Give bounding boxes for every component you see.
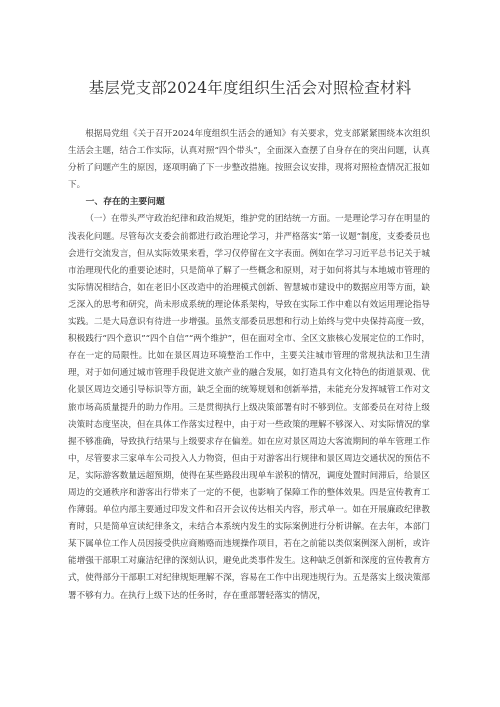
section-heading: 一、存在的主要问题 <box>85 197 165 208</box>
document-title: 基层党支部2024年度组织生活会对照检查材料 <box>88 79 412 97</box>
document-body <box>68 126 430 605</box>
intro-paragraph: 根据局党组《关于召开2024年度组织生活会的通知》有关要求，党支部紧紧围绕本次组织生活会主题，结合工作实际，认真对照“四个带头”，全面深入查摆了自身存在的突出问题，认真分析了问题产生的原因，逐项明确了下一步整改措施。按照会议安排，现将对照检查情况汇报如下。 <box>68 129 430 191</box>
section-paragraph: （一）在带头严守政治纪律和政治规矩，维护党的团结统一方面。一是理论学习存在明显的浅表化问题。尽管每次支委会前都进行政治理论学习，并严格落实“第一议题”制度，支委委员也会进行交流发言，但从实际效果来看，学习仅停留在文字表面。例如在学习习近平总书记关于城市治理现代化的重要论述时，只是简单了解了一些概念和原则，对于如何将其与本地城市管理的实际情况相结合，如在老旧小区改造中的治理模式创新、智慧城市建设中的数据应用等方面，缺乏深入的思考和研究，尚未形成系统的理论体系架构，导致在实际工作中难以有效运用理论指导实践。二是大局意识有待进一步增强。虽然支部委员思想和行动上始终与党中央保持高度一致，积极践行“四个意识”“四个自信”“两个维护”，但在面对全市、全区文旅核心发展定位的工作时，存在一定的局限性。比如在景区周边环境整治工作中，主要关注城市管理的常规执法和卫生清理，对于如何通过城市管理手段促进文旅产业的融合发展，如打造具有文化特色的街道景观、优化景区周边交通引导标识等方面，缺乏全面的统筹规划和创新举措，未能充分发挥城管工作对文旅市场高质量提升的助力作用。三是贯彻执行上级决策部署有时不够到位。支部委员在对待上级决策时态度坚决，但在具体工作落实过程中，由于对一些政策的理解不够深入、对实际情况的掌握不够准确，导致执行结果与上级要求存在偏差。如在应对景区周边大客流期间的单车管理工作中，尽管要求三家单车公司投入人力物资，但由于对游客出行规律和景区周边交通状况的预估不足，实际游客数量远超预期，使得在某些路段出现单车淤积的情况，调度处置时间滞后，给景区周边的交通秩序和游客出行带来了一定的不便，也影响了保障工作的整体效果。四是宣传教育工作薄弱。单位内部主要通过印发文件和召开会议传达相关内容，形式单一。如在开展廉政纪律教育时，只是简单宣读纪律条文，未结合本系统内发生的实际案例进行分析讲解。在去年，本部门某下属单位工作人员因接受供应商贿赂而违规操作项目，若在之前能以类似案例深入剖析，或许能增强干部职工对廉洁纪律的深刻认识，避免此类事件发生。这种缺乏创新和深度的宣传教育方式，使得部分干部职工对纪律规矩理解不深，容易在工作中出现违规行为。五是落实上级决策部署不够有力。在执行上级下达的任务时，存在重部署轻落实的情况， <box>68 214 430 601</box>
